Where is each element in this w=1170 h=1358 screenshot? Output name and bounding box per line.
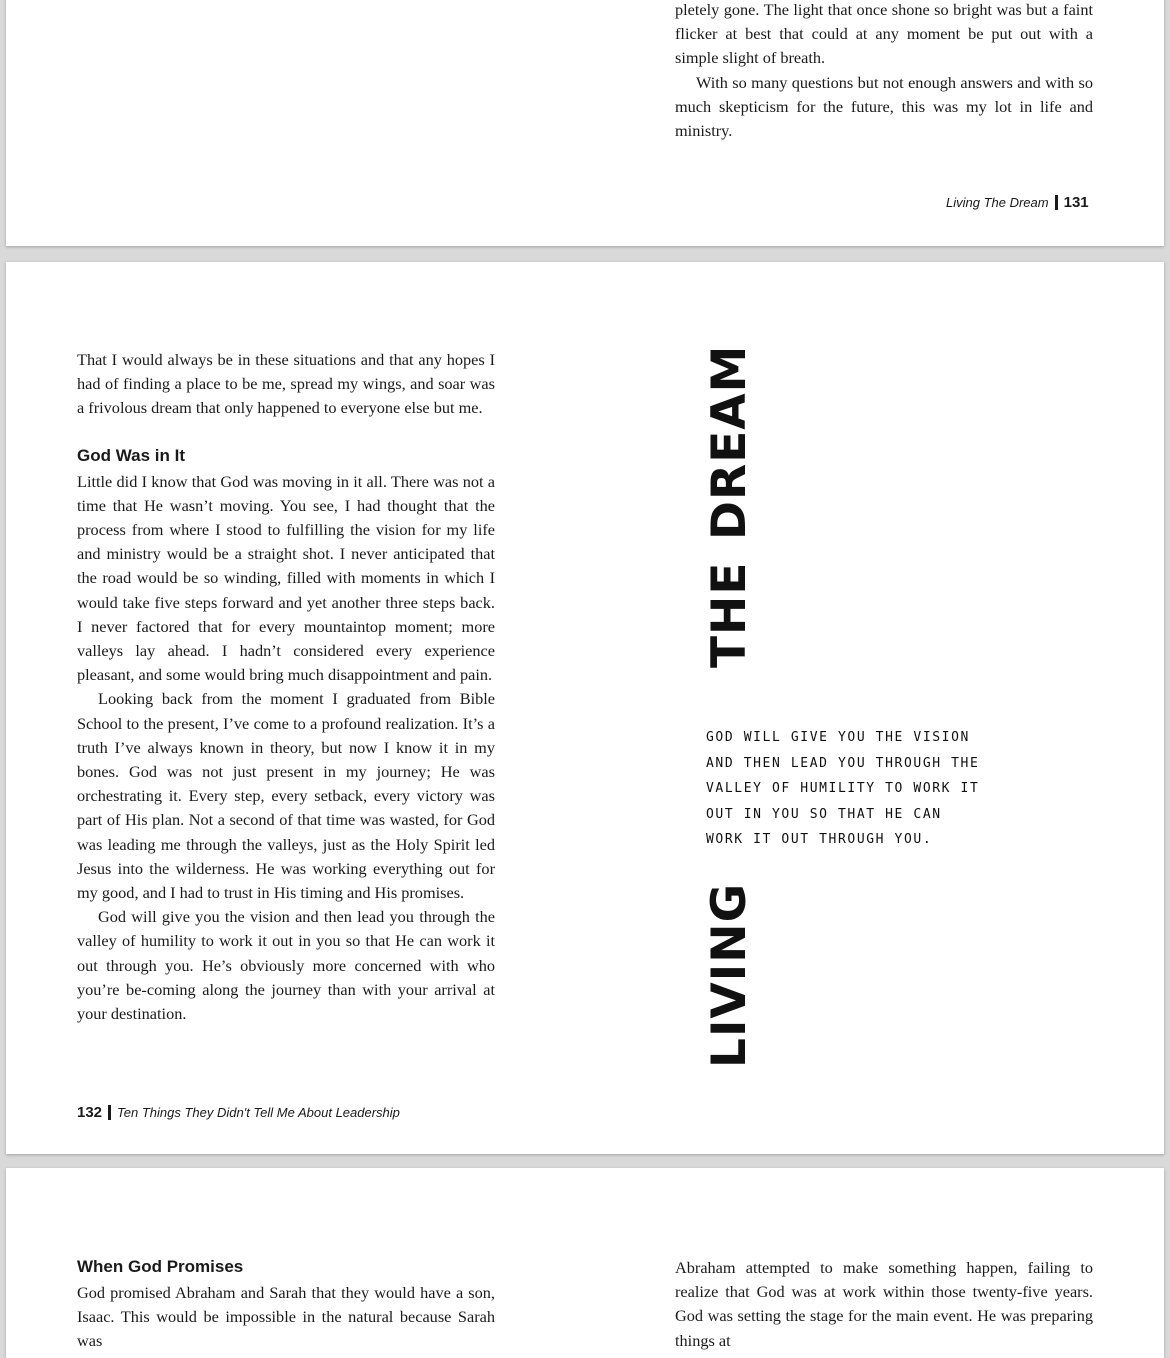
running-title: Ten Things They Didn't Tell Me About Leadership [117,1105,400,1120]
page-folio [77,1104,400,1121]
left-column-text [77,1256,495,1354]
handwritten-quote [706,725,1036,853]
opening-paragraph: That I would always be in these situations and that any hopes I had of finding a place to be me, spread my wings, and soar was a frivolous dream that only happened to everyone else but me. [77,350,495,418]
quote-line: VALLEY OF HUMILITY TO WORK IT [706,781,980,796]
vertical-title-the: THE [702,561,757,668]
paragraph: God promised Abraham and Sarah that they would have a son, Isaac. This would be impossible in the natural because Sarah was [77,1283,495,1351]
paragraph: God will give you the vision and then lead you through the valley of humility to work it out in you so that He can work it out through you. He’s obviously more concerned with who you’re be-coming along the journey than with your arrival at your destination. [77,907,495,1024]
left-column-text [77,348,495,1026]
section-heading: When God Promises [77,1257,244,1276]
quote-line: AND THEN LEAD YOU THROUGH THE [706,755,980,771]
page-132 [6,262,1164,1154]
section-heading: God Was in It [77,445,185,465]
right-column-text [675,0,1093,143]
quote-line: OUT IN YOU SO THAT HE CAN [706,806,942,822]
paragraph: Little did I know that God was moving in it all. There was not a time that He wasn’t moving. You see, I had thought that the process from where I stood to fulfilling the vision for my life and ministry would be a straight shot. I never anticipated that the road would be so winding, filled with moments in which I would take five steps forward and yet another three steps back. I never factored that for every mountaintop moment; more valleys lay ahead. I hadn’t considered every experience pleasant, and some would bring much disappointment and pain. [77,471,495,685]
page-133 [6,1168,1164,1358]
page-number: 132 [77,1104,103,1121]
quote-line: WORK IT OUT THROUGH YOU. [706,832,933,847]
quote-line: GOD WILL GIVE YOU THE VISION [706,730,970,745]
running-title: Living The Dream [946,195,1049,210]
folio-divider [108,1105,111,1120]
vertical-title-living: LIVING [702,882,757,1068]
paragraph: Abraham attempted to make something happen, failing to realize that God was at work within those twenty-five years. God was setting the stage for the main event. He was preparing things at [675,1258,1093,1350]
page-131 [6,0,1164,246]
vertical-title-dream: DREAM [702,344,757,540]
paragraph: Looking back from the moment I graduated from Bible School to the present, I’ve come to a profound realization. It’s a truth I’ve always known in theory, but now I know it in my bones. God was not just present in my journey; He was orchestrating it. Every step, every setback, every victory was part of His plan. Not a second of that time was wasted, for God was leading me through the valleys, just as the Holy Spirit led Jesus into the wilderness. He was working everything out for my good, and I had to trust in His timing and His promises. [77,689,495,903]
right-column-text [675,1256,1093,1353]
paragraph: pletely gone. The light that once shone so bright was but a faint flicker at best that could at any moment be put out with a simple slight of breath. [675,0,1093,68]
folio-divider [1055,195,1058,210]
page-folio [946,194,1089,211]
paragraph: With so many questions but not enough answers and with so much skepticism for the future, this was my lot in life and ministry. [675,72,1093,141]
page-number: 131 [1063,194,1089,211]
